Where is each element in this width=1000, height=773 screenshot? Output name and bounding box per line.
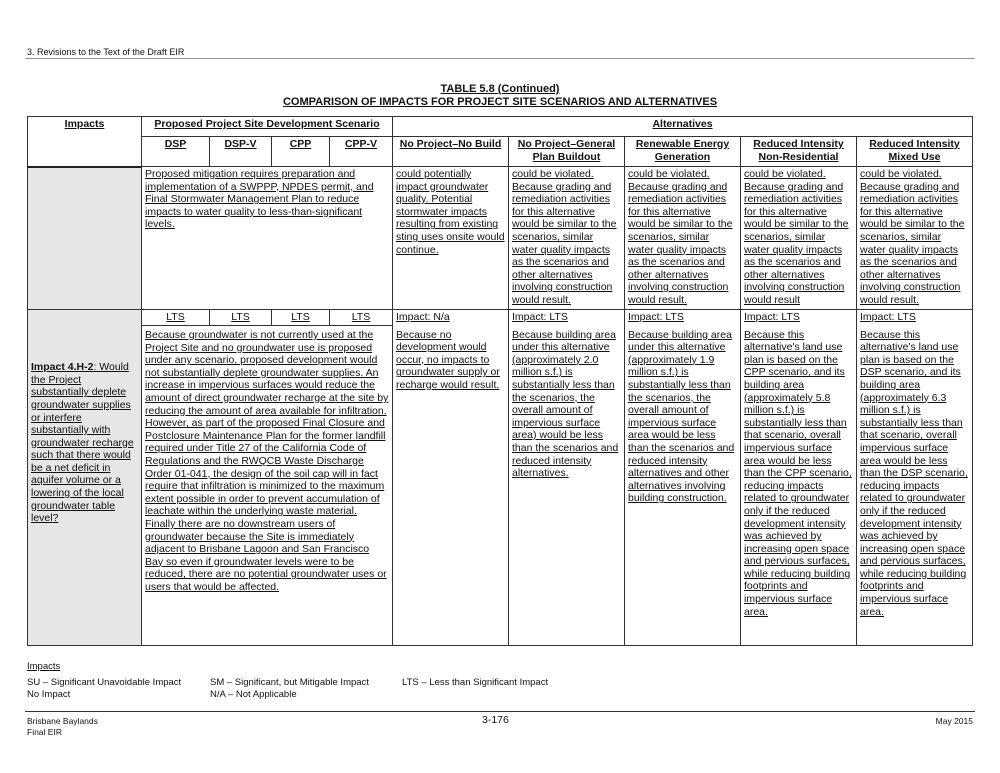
- alt-cell-ri-mixed: could be violated. Because grading and remediation activities for this alternative would be similar to the scenarios, similar water quality impacts as the scenarios and other alternatives involving construction would result.: [857, 167, 973, 310]
- alt-cell-gp-buildout: could be violated. Because grading and remediation activities for this alternative would be similar to the scenarios, similar water quality impacts as the scenarios and other alternatives involving construction would result.: [509, 167, 625, 310]
- alt-cell-ri-nonres: could be violated. Because grading and remediation activities for this alternative would be similar to the scenarios, similar water quality impacts as the scenarios and other alternatives involving construction would result: [741, 167, 857, 310]
- impact-text: Because no development would occur, no impacts to groundwater supply or recharge would result.: [396, 328, 500, 391]
- legend-item-no-impact: No Impact: [27, 689, 71, 700]
- col-header-renewable: Renewable Energy Generation: [625, 137, 741, 167]
- legend-item-su: SU – Significant Unavoidable Impact: [27, 677, 182, 688]
- footer-doc: Final EIR: [27, 727, 62, 737]
- table-row: [28, 310, 973, 326]
- table-title: TABLE 5.8 (Continued): [440, 83, 560, 95]
- rating-cpp: LTS: [272, 310, 330, 326]
- legend-item-na: N/A – Not Applicable: [210, 689, 297, 700]
- impact-text: Because this alternative's land use plan is based on the DSP scenario, and its building area (approximately 6.3 million s.f.) is substantially less than that scenario, overall impervious surface area would be less than the DSP scenario, reducing impacts related to groundwater only if the reduced development intensity was achieved by increasing open space and pervious surfaces, while reducing building footprints and impervious surface area.: [860, 328, 968, 618]
- alt-cell-ri-nonres: [741, 310, 857, 646]
- page-number: 3-176: [482, 714, 509, 726]
- col-header-cpp-v: CPP-V: [330, 137, 393, 167]
- rating-cpp-v: LTS: [330, 310, 393, 326]
- impact-rating: Impact: LTS: [744, 311, 800, 323]
- col-header-no-build: No Project–No Build: [393, 137, 509, 167]
- footer-project: Brisbane Baylands: [27, 716, 98, 726]
- alt-cell-renewable: [625, 310, 741, 646]
- table-subtitle: COMPARISON OF IMPACTS FOR PROJECT SITE SCENARIOS AND ALTERNATIVES: [282, 96, 718, 108]
- rating-dsp-v: LTS: [210, 310, 272, 326]
- impact-cell: [28, 310, 142, 646]
- col-header-ri-nonres: Reduced Intensity Non-Residential: [741, 137, 857, 167]
- impact-text: Because building area under this alternative (approximately 1.9 million s.f.) is substantially less than the scenarios, the overall amount of impervious surface area would be less than the scenarios and reduced intensity alternatives and other alternatives involving building construction.: [628, 328, 735, 505]
- scenario-text-cell: Because groundwater is not currently used at the Project Site and no groundwater use is proposed under any scenario, proposed development would not substantially deplete groundwater supplies. An increase in impervious surfaces would reduce the amount of direct groundwater recharge at the site by reducing the amount of area available for infiltration. However, as part of the proposed Final Closure and Postclosure Maintenance Plan for the former landfill required under Title 27 of the California Code of Regulations and the RWQCB Waste Discharge Order 01-041, the design of the soil cap will in fact require that infiltration is minimized to the maximum extent possible in order to prevent accumulation of leachate within the underlying waste material. Finally there are no downstream users of groundwater because the Site is immediately adjacent to Brisbane Lagoon and San Francisco Bay so even if groundwater levels were to be reduced, there are no potential groundwater uses or users that would be affected.: [142, 326, 393, 646]
- footer-date: May 2015: [935, 716, 973, 726]
- col-header-impacts: Impacts: [28, 117, 142, 167]
- table-row: [28, 167, 973, 310]
- legend-item-lts: LTS – Less than Significant Impact: [402, 677, 549, 688]
- impact-rating: Impact: LTS: [860, 311, 916, 323]
- group-header-scenario: Proposed Project Site Development Scenario: [142, 117, 393, 137]
- legend-item-sm: SM – Significant, but Mitigable Impact: [210, 677, 369, 688]
- impact-text: Because this alternative's land use plan is based on the CPP scenario, and its building area (approximately 5.8 million s.f.) is substantially less than that scenario, overall impervious surface area would be less than the CPP scenario, reducing impacts related to groundwater only if the reduced development intensity was achieved by increasing open space and pervious surfaces, while reducing building footprints and impervious surface area.: [744, 328, 852, 618]
- impact-cell: [28, 167, 142, 310]
- impact-rating: Impact: LTS: [512, 311, 568, 323]
- alt-cell-no-build: [393, 310, 509, 646]
- alt-cell-gp-buildout: [509, 310, 625, 646]
- comparison-table: [27, 116, 973, 646]
- col-header-cpp: CPP: [272, 137, 330, 167]
- alt-cell-no-build: could potentially impact groundwater quality. Potential stormwater impacts resulting from existing sting uses onsite would continue.: [393, 167, 509, 310]
- impact-text: Because building area under this alternative (approximately 2.0 million s.f.) is substantially less than the scenarios, the overall amount of impervious surface area) would be less than the scenarios and reduced intensity alternatives.: [512, 328, 619, 480]
- impact-id: Impact 4.H-2: [31, 361, 94, 374]
- impact-rating: Impact: LTS: [628, 311, 684, 323]
- footer-rule: [25, 711, 975, 712]
- rating-dsp: LTS: [142, 310, 210, 326]
- col-header-dsp: DSP: [142, 137, 210, 167]
- legend-title: Impacts: [27, 661, 61, 672]
- alt-cell-renewable: could be violated. Because grading and remediation activities for this alternative would be similar to the scenarios, similar water quality impacts as the scenarios and other alternatives involving construction would result.: [625, 167, 741, 310]
- col-header-dsp-v: DSP-V: [210, 137, 272, 167]
- impact-question: : Would the Project substantially deplete groundwater supplies or interfere substantially with groundwater recharge such that there would be a net deficit in aquifer volume or a lowering of the local groundwater table level?: [31, 361, 134, 525]
- alt-cell-ri-mixed: [857, 310, 973, 646]
- header-rule: [25, 58, 975, 59]
- col-header-ri-mixed: Reduced Intensity Mixed Use: [857, 137, 973, 167]
- group-header-alternatives: Alternatives: [393, 117, 973, 137]
- impact-rating: Impact: N/a: [396, 311, 450, 323]
- scenario-text-cell: Proposed mitigation requires preparation and implementation of a SWPPP, NPDES permit, and Final Stormwater Management Plan to reduce impacts to water quality to less-than-significant levels.: [142, 167, 393, 310]
- running-head: 3. Revisions to the Text of the Draft EIR: [27, 47, 185, 57]
- col-header-gp-buildout: No Project–General Plan Buildout: [509, 137, 625, 167]
